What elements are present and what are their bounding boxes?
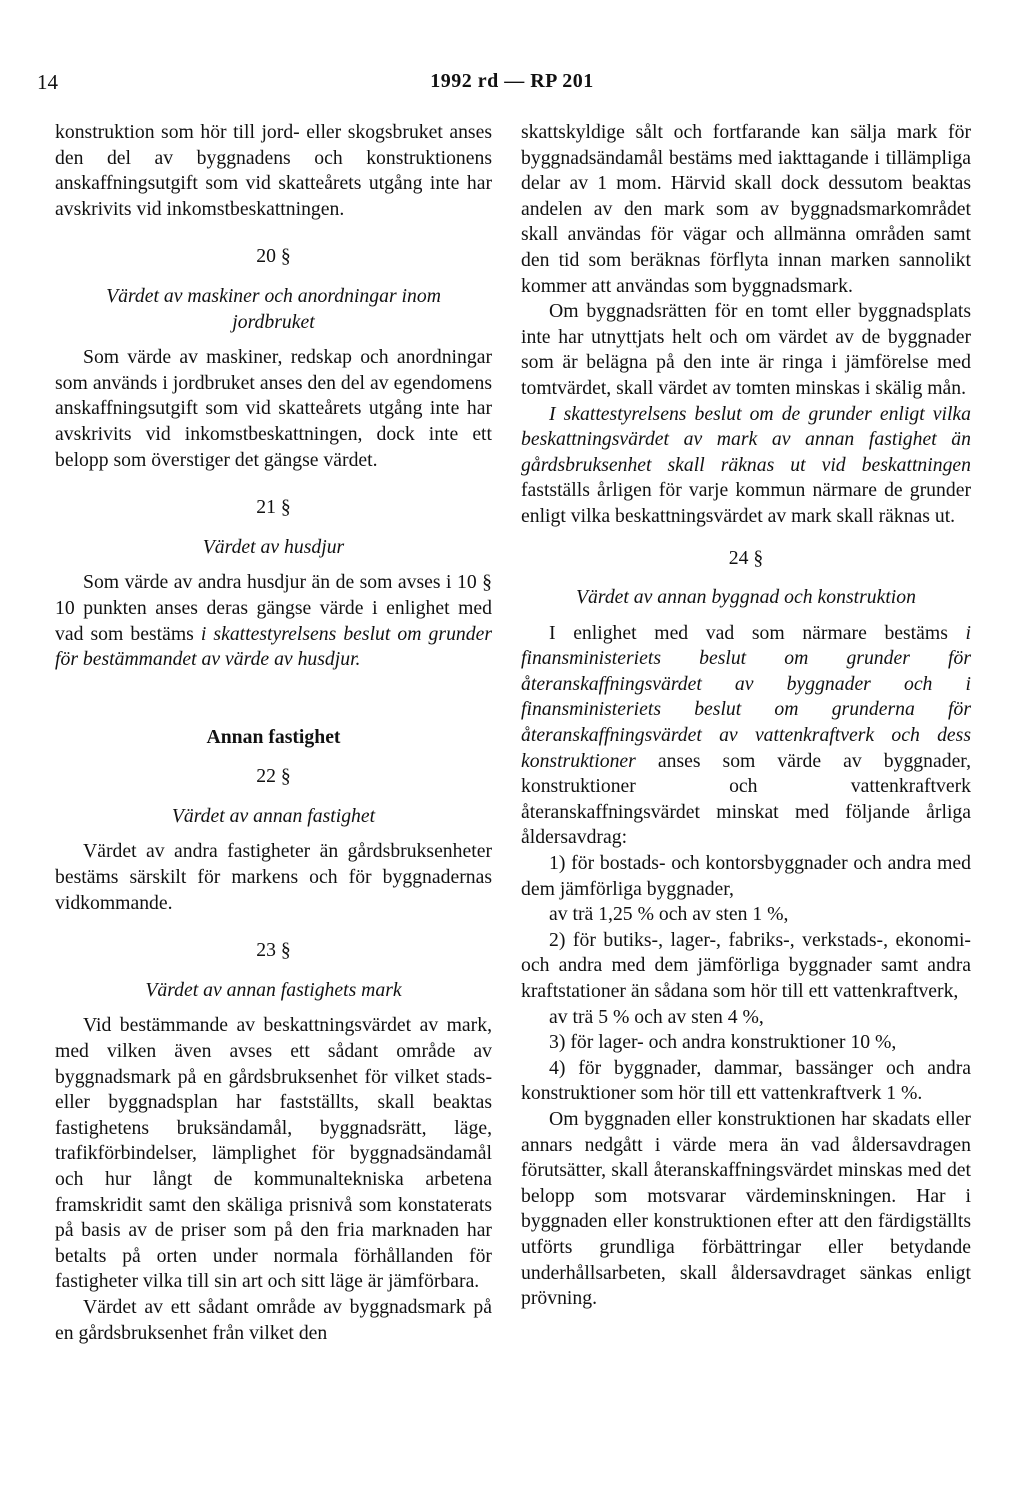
paragraph-text: Som värde av andra husdjur än de som avses i 10 § 10 punkten anses deras gängse värde i enlighet med vad som bestäms [55,571,492,645]
paragraph: Värdet av andra fastigheter än gårdsbruksenheter bestäms särskilt för markens och för byggnadernas vidkommande. [55,840,492,914]
section-number: 22 § [256,765,291,788]
list-item-detail: av trä 1,25 % och av sten 1 %, [549,903,789,926]
list-item: 2) för butiks-, lager-, fabriks-, verkstads-, ekonomi- och andra med dem jämförliga byggnader samt andra kraftstationer än sådana som hör till ett vattenkraftverk, [521,928,971,1002]
section-number: 21 § [256,496,291,519]
paragraph: Vid bestämmande av beskattningsvärdet av mark, med vilken även avses ett sådant område av byggnadsmark på en gårdsbruksenhet för vilket stads- eller byggnadsplan har fastställts, skall beaktas fastighetens bruksändamål, byggnadsrätt, läge, trafikförbindelser, lämplighet för byggnadsändamål och hur långt de kommunaltekniska arbetena framskridit samt den skäliga prisnivå som konstaterats på basis av de priser som på den fria marknaden har betalts på orten under normala förhållanden för fastigheter vilka till sin art och sitt läge är jämförbara. [55,1014,492,1293]
section-title: Värdet av annan fastighet [171,804,376,827]
list-item: 3) för lager- och andra konstruktioner 10 %, [549,1031,897,1054]
paragraph-text: fastställs årligen för varje kommun närmare de grunder enligt vilka beskattningsvärdet av mark skall räknas ut. [521,479,971,527]
paragraph-italic-text: i skattestyrelsens beslut om grunder för bestämmandet av värde av husdjur. [55,622,492,671]
paragraph: Som värde av maskiner, redskap och anordningar som används i jordbruket anses den del av egendomens anskaffningsutgift som vid skatteårets utgång inte har avskrivits vid inkomstbeskattningen, dock inte ett belopp som överstiger det gängse värdet. [55,346,492,471]
paragraph-italic-text: I skattestyrelsens beslut om de grunder enligt vilka beskattningsvärdet av mark av annan fastighet än gårdsbruksenhet skall räknas ut vid beskattningen [521,402,971,476]
paragraph-italic-text: i finansministeriets beslut om grunder för återanskaffningsvärdet av byggnader och i finansministeriets beslut om grunderna för återanskaffningsvärdet av vattenkraftverk och dess konstruktioner [521,621,971,772]
paragraph: Om byggnaden eller konstruktionen har skadats eller annars nedgått i värde mera än vad åldersavdragen förutsätter, skall återanskaffningsvärdet minskas med det belopp som motsvarar värdeminskningen. Har i byggnaden eller konstruktionen efter att den färdigställts utförts grundliga förbättringar eller betydande underhållsarbeten, skall åldersavdraget sänkas enligt prövning. [521,1107,971,1310]
list-item-detail: av trä 5 % och av sten 4 %, [549,1005,764,1028]
paragraph: Värdet av ett sådant område av byggnadsmark på en gårdsbruksenhet från vilket den [55,1295,492,1344]
running-title: 1992 rd — RP 201 [430,70,594,92]
paragraph: Om byggnadsrätten för en tomt eller byggnadsplats inte har utnyttjats helt och om värdet av de byggnader som är belägna på den inte är ringa i jämförelse med tomtvärdet, skall värdet av tomten minskas i skälig mån. [521,300,971,399]
section-title: Värdet av annan byggnad och konstruktion [576,586,916,609]
page-header [0,70,1024,104]
section-number: 20 § [256,245,291,268]
section-title: Värdet av husdjur [202,535,345,558]
section-number: 24 § [728,546,764,569]
paragraph [521,402,971,530]
paragraph: skattskyldige sålt och fortfarande kan sälja mark för byggnadsändamål bestäms med iakttagande i tillämpliga delar av 1 mom. Härvid skall dock dessutom beaktas andelen av den mark som av byggnadsmarkområdet skall användas för vägar och allmänna områden samt den tid som beräknas förflyta innan marken sannolikt kommer att användas som byggnadsmark. [521,121,971,297]
paragraph [55,570,492,672]
paragraph-text: I enlighet med vad som närmare bestäms [549,621,966,644]
list-item: 1) för bostads- och kontorsbyggnader och andra med dem jämförliga byggnader, [521,852,971,900]
chapter-heading: Annan fastighet [206,725,341,748]
left-column [55,120,492,1346]
section-title: Värdet av annan fastighets mark [145,978,402,1001]
section-title: Värdet av maskiner och anordningar inom jordbruket [106,284,441,333]
section-number: 23 § [256,939,291,962]
paragraph: konstruktion som hör till jord- eller skogsbruket anses den del av byggnadens och konstruktionens anskaffningsutgift som vid skatteårets utgång inte har avskrivits vid inkomstbeskattningen. [55,121,492,220]
page-number: 14 [37,70,58,94]
right-column [521,120,971,1312]
paragraph [521,621,971,851]
list-item: 4) för byggnader, dammar, bassänger och andra konstruktioner som hör till ett vattenkraftverk 1 %. [521,1056,971,1105]
paragraph-text: anses som värde av byggnader, konstruktioner och vattenkraftverk återanskaffningsvärdet minskat med följande årliga åldersavdrag: [521,749,971,849]
